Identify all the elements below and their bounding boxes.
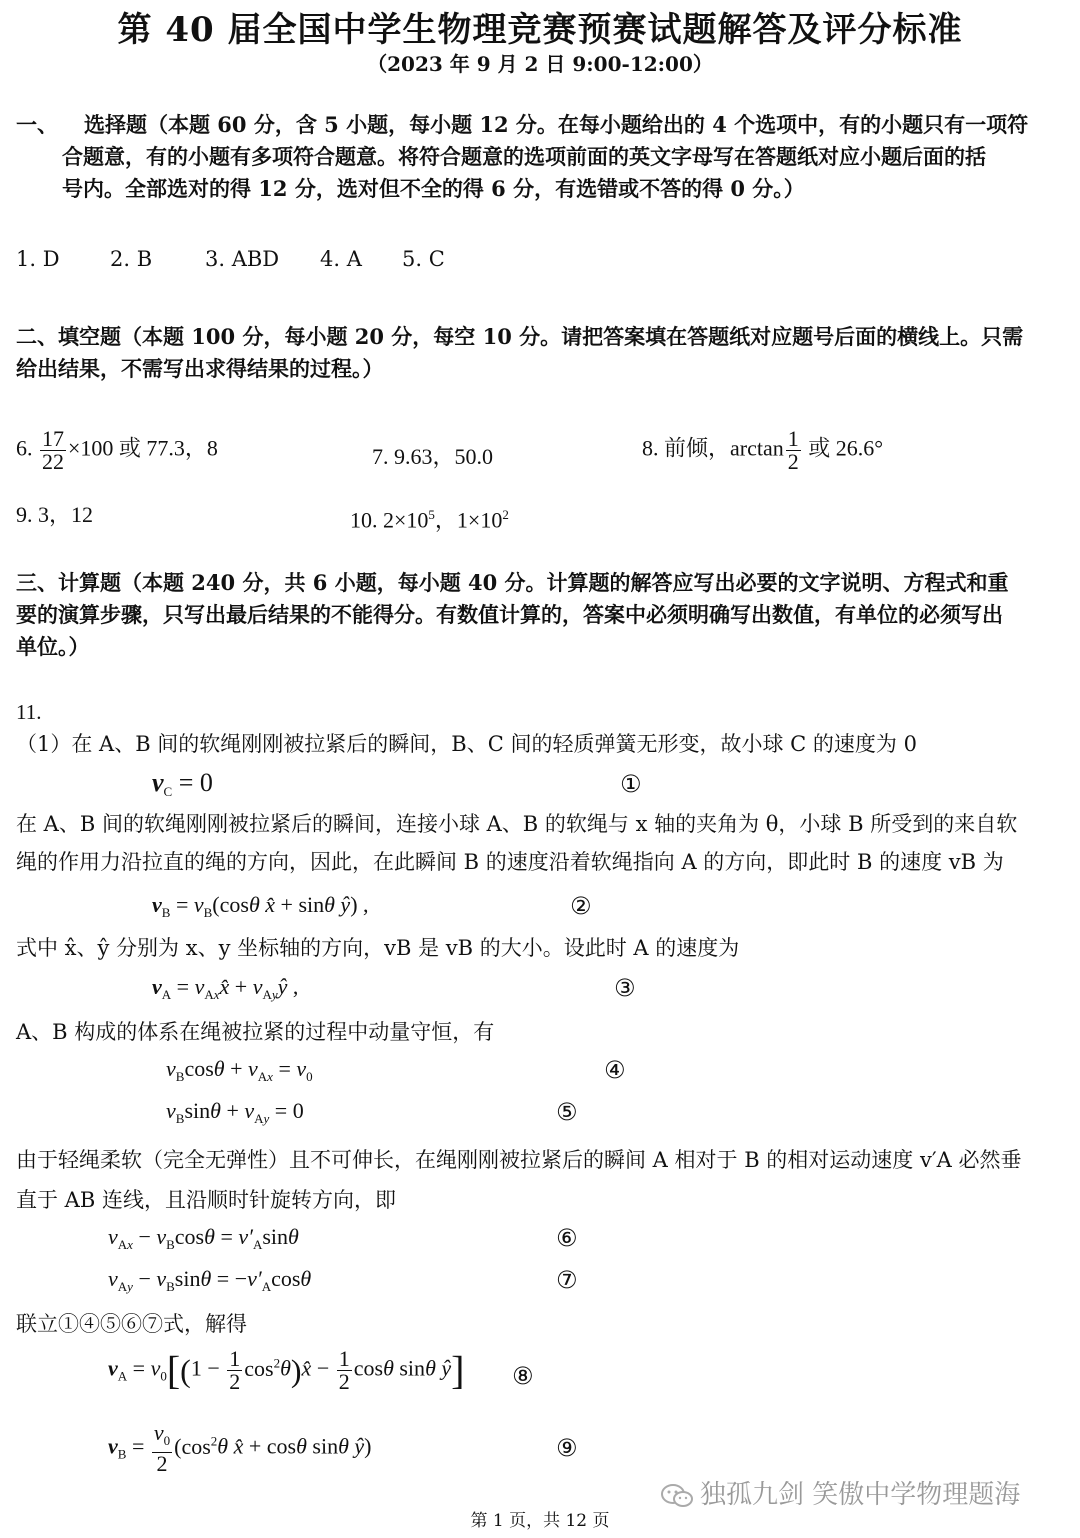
paragraph-2a: 在 A、B 间的软绳刚刚被拉紧后的瞬间，连接小球 A、B 的软绳与 x 轴的夹角为 θ，小球 B 所受到的来自软 [16,812,1018,836]
equation-8: $v_A = v_0[(1$ − $\frac{1}{2}$ $\cos^2\theta)x̂$ − $\frac{1}{2}$ cosθ sinθ ŷ] [108,1346,465,1394]
answer-9: 9. 3，12 [16,502,94,527]
paragraph-2b: 绳的作用力沿拉直的绳的方向，因此，在此瞬间 B 的速度沿着软绳指向 A 的方向，即此时 B 的速度 vB 为 [16,850,1004,874]
section-2-line-2: 给出结果，不需写出求得结果的过程。） [16,356,384,381]
equation-6: $v_{Ax} - v_B\cos\theta = v'_A\sin\theta$ [108,1224,299,1252]
exam-date: （2023 年 9 月 2 日 9:00-12:00） [367,52,713,76]
equation-mark-7: ⑦ [556,1266,578,1294]
equation-7: $v_{Ay} - v_B\sin\theta = -v'_A\cos\theta$ [108,1266,312,1294]
equation-mark-9: ⑨ [556,1434,578,1462]
page-title: 第 40 届全国中学生物理竞赛预赛试题解答及评分标准 [117,10,963,50]
page-footer: 第 1 页，共 12 页 [470,1511,610,1531]
equation-5: $v_B\sin\theta + v_{Ay} = 0$ [166,1098,304,1126]
equation-9: $v_B$ = $\frac{v_0}{2}$ ($\cos^2\theta$ x̂ + cosθ sinθ ŷ) [108,1420,372,1476]
answer-7: 7. 9.63，50.0 [372,444,494,469]
paragraph-3: 式中 x̂、ŷ 分别为 x、y 坐标轴的方向，vB 是 vB 的大小。设此时 A 的速度为 [16,936,740,960]
equation-mark-8: ⑧ [512,1362,534,1390]
answer-8: 8. 前倾，arctan $\frac{1}{2}$ 或 26.6° [642,426,884,474]
equation-mark-2: ② [570,892,592,920]
equation-mark-4: ④ [604,1056,626,1084]
fraction: $\frac{1}{2}$ [787,426,799,474]
answer-2: 2. B [110,247,153,271]
answer-5: 5. C [402,247,445,271]
question-number: 11. [16,700,42,724]
section-1-line-2: 合题意，有的小题有多项符合题意。将符合题意的选项前面的英文字母写在答题纸对应小题后面的括 [62,144,986,169]
watermark-text: 独孤九剑 笑傲中学物理题海 [700,1480,1021,1510]
equation-mark-6: ⑥ [556,1224,578,1252]
answer-4: 4. A [320,247,362,271]
equation-2: $v_B = v_B(\cos\theta$ x̂ + sinθ ŷ) , [152,892,369,920]
paragraph-5a: 由于轻绳柔软（完全无弹性）且不可伸长，在绳刚刚被拉紧后的瞬间 A 相对于 B 的相对运动速度 v′A 必然垂 [16,1148,1022,1172]
paragraph-1: （1）在 A、B 间的软绳刚刚被拉紧后的瞬间，B、C 间的轻质弹簧无形变，故小球 C 的速度为 0 [16,732,917,756]
equation-1: $v_C = 0$ [152,768,213,799]
answer-3: 3. ABD [205,247,280,271]
equation-4: $v_B\cos\theta + v_{Ax} = v_0$ [166,1056,313,1084]
equation-mark-1: ① [620,770,642,798]
paragraph-4: A、B 构成的体系在绳被拉紧的过程中动量守恒，有 [16,1020,495,1044]
answer-6: 6. $\frac{17}{22}$ ×100 或 77.3，8 [16,426,218,474]
equation-mark-5: ⑤ [556,1098,578,1126]
section-2-line-1: 二、填空题（本题 100 分，每小题 20 分，每空 10 分。请把答案填在答题纸对应题号后面的横线上。只需 [16,324,1024,349]
section-3-line-2: 要的演算步骤，只写出最后结果的不能得分。有数值计算的，答案中必须明确写出数值，有单位的必须写出 [16,602,1003,627]
answer-1: 1. D [16,247,60,271]
section-1-line-1: 选择题（本题 60 分，含 5 小题，每小题 12 分。在每小题给出的 4 个选项中，有的小题只有一项符 [84,112,1029,137]
paragraph-5b: 直于 AB 连线，且沿顺时针旋转方向，即 [16,1188,396,1212]
paragraph-6: 联立①④⑤⑥⑦式，解得 [16,1312,247,1336]
section-3-line-3: 单位。） [16,634,90,659]
equation-mark-3: ③ [614,974,636,1002]
wechat-icon [660,1483,694,1509]
fraction: $\frac{17}{22}$ [42,426,64,474]
answer-10: 10. $2\times 10^5$，$1\times 10^2$ [350,507,509,533]
section-3-line-1: 三、计算题（本题 240 分，共 6 小题，每小题 40 分。计算题的解答应写出必要的文字说明、方程式和重 [16,570,1009,595]
section-1-line-3: 号内。全部选对的得 12 分，选对但不全的得 6 分，有选错或不答的得 0 分。） [62,176,805,201]
section-1-num: 一、 [16,112,58,137]
equation-3: $v_A$ = $v_{Ax}x̂$ + $v_{Ay}ŷ$ , [152,974,299,1002]
